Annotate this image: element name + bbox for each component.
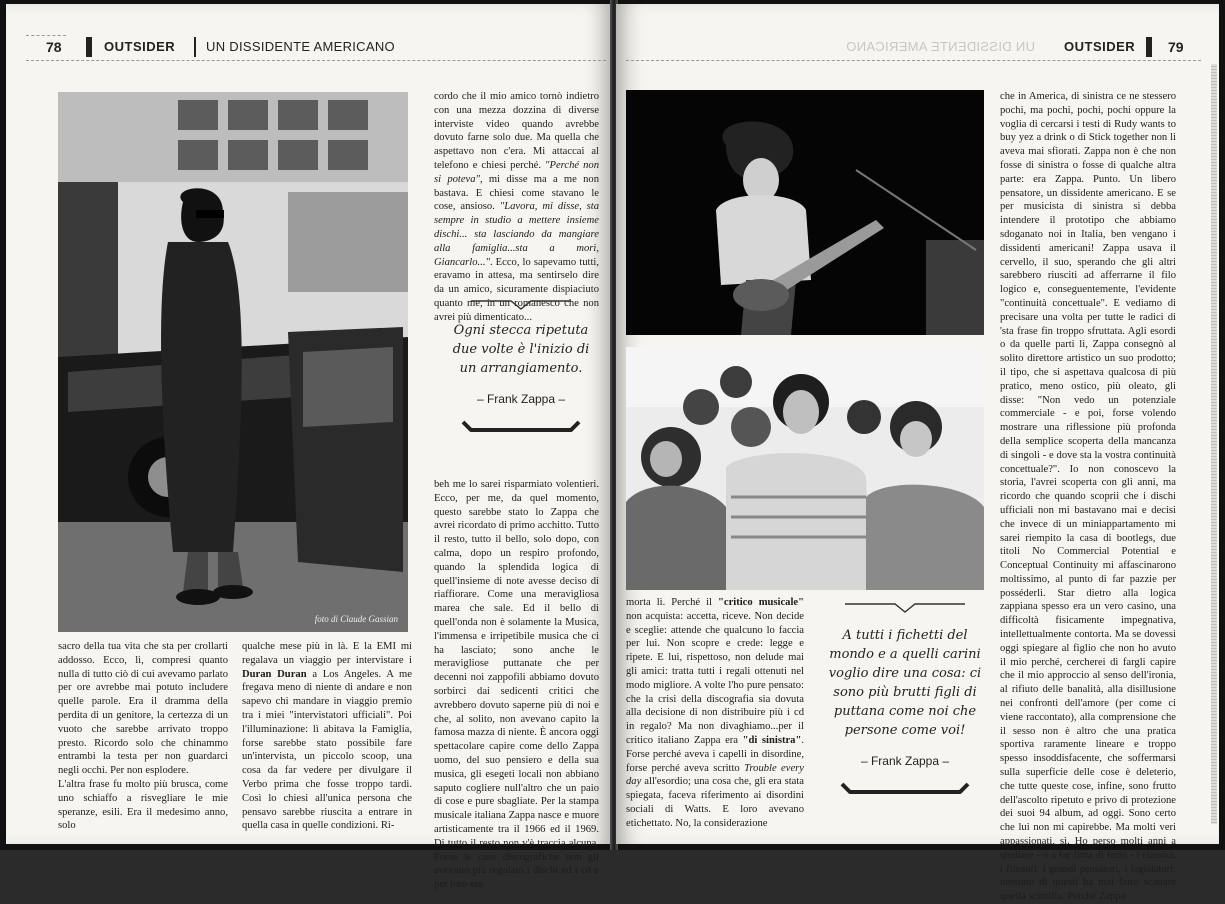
car-photo-image [58, 92, 408, 632]
header-bar [1146, 37, 1152, 57]
left-col3-top-text [434, 90, 600, 323]
band-name: Duran Duran [242, 668, 307, 680]
article-subtitle: UN DISSIDENTE AMERICANO [206, 39, 395, 54]
left-page [6, 4, 612, 891]
italic-run: Trouble every day [626, 762, 804, 788]
quote-attribution: – Frank Zappa – [860, 754, 950, 768]
right-col2-text [1000, 90, 1176, 903]
paragraph: sacro della tua vita che sta per crollarti addosso. Ecco, lì, compresi quanto nulla di tutto ciò di cui avevamo parlato per ore avrebbe mai potuto includere quelle parole. Era il dramma della perdita di un genitore, la certezza di un vuoto che sarebbe arrivato troppo presto. Ricordo solo che chinammo entrambi la testa per non guardarci negli occhi. Per non esplodere. [58, 641, 228, 777]
page-number: 78 [46, 39, 62, 55]
chevron-divider-icon [845, 600, 965, 614]
text-run: morta lì. Perché il [626, 597, 718, 608]
text-run: non acquista: accetta, riceve. Non decide e sceglie: attende che qualcuno lo faccia per lui. Non scopre e crede: legge e ripete. E lui, rispettoso, non delude mai gli amici: tratta tutti i regali ottenuti nel modo migliore. A volte l'ho pure pensato: che la crisi della discografia sia dovuta alla decisione di non distribuire più i cd in regalo? Ma non divaghiamo...per il critico italiano Zappa era [626, 610, 804, 746]
section-title: OUTSIDER [1064, 39, 1136, 54]
text-run: cordo che il mio amico tornò indietro con una mezza dozzina di diverse interviste video quando avrebbe dovuto farne solo due. Ma quella che aspettavo non c'era. Mi attaccai al telefono e chiesi perché. [434, 91, 599, 171]
concert-photo-image [626, 90, 984, 335]
pull-quote-left [446, 297, 596, 447]
right-header [616, 34, 1219, 60]
bold-run: "di sinistra" [742, 734, 802, 746]
bracket-divider-icon [840, 782, 970, 796]
italic-run: "Lavora, mi disse, sta sempre in studio a mettere insieme dischi... sta lasciando da mangiare alla famiglia...sta a morì, Giancarlo..." [434, 201, 599, 268]
left-col3-bottom-text [434, 478, 599, 891]
left-header [6, 34, 612, 60]
section-title: OUTSIDER [104, 39, 176, 54]
paragraph: beh me lo sarei risparmiato volentieri. Ecco, per me, da quel momento, questo sarebbe stato lo Zappa che avrei ricordato di primo acchitto. Tutto il resto, tutto il bello, solo dopo, con calma, dopo un respiro profondo, quando la splendida logica di quell'insieme di note avesse deciso di riaffiorare. Come una meravigliosa marea che sale. Ed il bello di quell'onda non è solamente la Musica, l'immensa e irripetibile musica che ci ha lasciato; sono anche le meravigliose puttanate che per decenni noi zappofili abbiamo dovuto sorbirci dai sedicenti critici che avrebbero dovuto saperne più di noi e che, al solito, non avevano capito la famosa mazza di niente. È ancora oggi spettacolare capire come dello Zappa uomo, del suo pensiero e della sua musica, gli esegeti locali non abbiano saputo cogliere null'altro che un paio di cose e pure sbagliate. Per la stampa musicale italiana Zappa nasce e muore artisticamente tra il 1966 ed il 1969. Di tutto il resto non v'è traccia alcuna. Forse le case discografiche non gli avevano più regalato i dischi ed i cd e per loro era [434, 479, 599, 891]
right-col1-text [626, 596, 804, 832]
zappa-band-photo [626, 347, 984, 590]
bracket-divider-icon [461, 420, 581, 434]
chevron-divider-icon [471, 297, 571, 311]
page-number: 79 [1168, 39, 1184, 55]
header-separator [194, 37, 196, 57]
quote-text: A tutti i fichetti del mondo e a quelli carini voglio dire una cosa: ci sono più brutti figli di puttana come noi che persone come voi! [828, 628, 982, 738]
header-bar [86, 37, 92, 57]
zappa-car-photo [58, 92, 408, 632]
italic-run: "Perché non si poteva" [434, 159, 600, 185]
page-edge [1211, 64, 1217, 824]
text-run: . Ecco, lo sapevamo tutti, eravamo in attesa, ma sentirselo dire da un amico, sicuramente dispiaciuto quanto me, in un romanesco che non avrei più dimenticato... [434, 256, 599, 323]
paragraph: L'altra frase fu molto più brusca, come uno schiaffo a risvegliare le mie speranze, esili. Era il medesimo anno, solo [58, 778, 228, 832]
text-run: a Los Angeles. A me fregava meno di niente di andare e non sapevo chi mandare in viaggio premio tra i miei "intervistatori ufficiali". Poi l'illuminazione: lì abitava la Famiglia, forse sarebbe stato possibile fare un'intervista, un piccolo scoop, una cosa da far vedere per divulgare il Verbo prima che fosse troppo tardi. Così lo chiesi all'unica persona che pensavo sarebbe riuscita a entrare in quella casa in quelle condizioni. Ri- [242, 668, 412, 832]
left-col2-text [242, 640, 412, 830]
band-photo-image [626, 347, 984, 590]
photo-credit: foto di Claude Gassian [314, 614, 398, 624]
right-page [616, 4, 1219, 903]
bold-run: "critico musicale" [717, 597, 804, 608]
quote-text: Ogni stecca ripetuta due volte è l'inizio di un arrangiamento. [452, 323, 590, 376]
zappa-concert-photo [626, 90, 984, 335]
text-run: qualche mese più in là. E la EMI mi regalava un viaggio per intervistare i [242, 641, 412, 666]
pull-quote-right [821, 600, 989, 820]
quote-attribution: – Frank Zappa – [476, 392, 566, 406]
text-run: all'esordio; una cosa che, gli era stata spiegata, faceva riferimento ai disordini sociali di Watts. E loro avevano etichettato. No, la considerazione [626, 776, 804, 829]
left-col1-text [58, 640, 228, 830]
show-through-text: UN DISSIDENTE AMERICANO [846, 39, 1035, 54]
text-run: , mi disse ma a me non bastava. E chiesi come stavano le cose, ansioso. [434, 173, 600, 213]
paragraph: che in America, di sinistra ce ne stessero pochi, ma pochi, pochi, pochi oppure la voglia di cercarsi i testi di Rudy wants to buy yez a drink o di Stick together non li aveva mai sfiorati. Zappa non è che non fosse di sinistra o fosse di qualche altra parte: era Zappa. Punto. Un libero pensatore, un dissidente americano. E se per musicista di sinistra si debba intendere il prototipo che abbiamo sdoganato noi in Italia, ben vengano i dissidenti americani! Zappa usava il cervello, il suo, sperando che gli altri sarebbero riusciti ad afferrarne il filo logico e, conseguentemente, l'evidente "continuità concettuale". E vediamo di precisare una volta per tutte le radici di 'sta frase fin troppo sfruttata. Agli esordi o da quelle parti lì, Zappa consegnò al solito direttore artistico un suo prodotto; il tipo, che si aspettava qualcosa di più pratico, meno ostico, più oleato, gli disse: "Non vedo un potenziale commerciale - e poi, forse volendo mostrare una riflessione più profonda della semplice scoperta della mancanza di singoli - e dove sta la vostra continuità concettuale?". Io non conoscevo la storia, l'avrei scoperta con gli anni, ma ricordo che quando scoprii che i dischi ufficiali non mi bastavano mai e decisi che invece di un miniappartamento mi sarei riempito la casa di bootlegs, due titoli No Commercial Potential e Conceptual Continuity mi affascinarono moltissimo, al punto di far pazzie per posséderli. Star dietro alla logica zappiana spesso era un vero casino, una difficoltà fisicamente impegnativa, intellettualmente contorta. Ma se dovessi oggi spiegare al figlio che non ho avuto il mio perché, cercherei di fargli capire che il mio approccio al senso dell'ironia, al rifiuto delle banalità, alla disillusione nei confronti dell'amore (per come ci viene raccontato), alla comprensione che il sesso non è altro che una pratica sportiva raramente lineare e troppo spesso insoddisfacente, che soffermarsi sulla superficie delle cose è deleterio, che tutte queste cose, infine, sono frutto dell'ascolto ripetuto e privo di protezione dei suoi 94 album, ad oggi. Sono certo che lui non mi capirebbe. Ma molti veri appassionati, sì. Ho perso molti anni a studiare - o a far finta di farlo - i classici, i filosofi, i grandi pensatori, i legislatori; nessuno di questi ha mai fatto scattare quella scintilla. Perché Zappa [1000, 91, 1176, 903]
text-run: . Forse perché aveva i capelli in disordine, forse perché aveva scritto [626, 734, 805, 774]
